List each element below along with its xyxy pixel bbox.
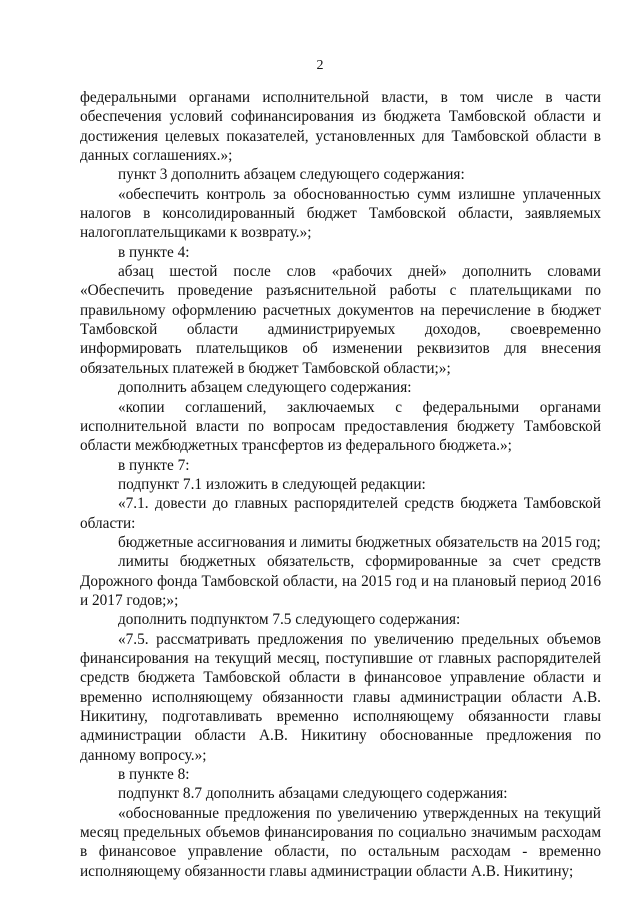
paragraph: подпункт 8.7 дополнить абзацами следующего содержания: xyxy=(118,785,508,803)
paragraph: пункт 3 дополнить абзацем следующего содержания: xyxy=(118,166,465,184)
paragraph: «обеспечить контроль за обоснованностью сумм излишне уплаченных налогов в консолидированный бюджет Тамбовской области, заявляемых налогоплательщиками к возврату.»; xyxy=(80,185,601,242)
paragraph: в пункте 7: xyxy=(118,456,190,474)
paragraph: дополнить абзацем следующего содержания: xyxy=(118,379,412,397)
paragraph: «копии соглашений, заключаемых с федеральными органами исполнительной власти по вопросам предоставления бюджету Тамбовской области межбюджетных трансфертов из федерального бюджета.»; xyxy=(80,398,601,455)
document-body xyxy=(80,88,601,881)
paragraph: бюджетные ассигнования и лимиты бюджетных обязательств на 2015 год; xyxy=(118,533,601,551)
paragraph: «обоснованные предложения по увеличению утвержденных на текущий месяц предельных объемов финансирования по социально значимым расходам в финансовое управление области, по остальным расходам - временно исполняющему обязанности главы администрации области А.В. Никитину; xyxy=(80,804,601,880)
paragraph: в пункте 4: xyxy=(118,243,190,261)
paragraph: в пункте 8: xyxy=(118,766,190,784)
paragraph: «7.5. рассматривать предложения по увеличению предельных объемов финансирования на текущий месяц, поступившие от главных распорядителей средств бюджета Тамбовской области в финансовое управление области и временно исполняющему обязанности главы администрации области А.В. Никитину, подготавливать временно исполняющему обязанности главы администрации области А.В. Никитину обоснованные предложения по данному вопросу.»; xyxy=(80,630,601,764)
paragraph: федеральными органами исполнительной власти, в том числе в части обеспечения условий софинансирования из бюджета Тамбовской области и достижения целевых показателей, установленных для Тамбовской области в данных соглашениях.»; xyxy=(80,89,601,165)
paragraph: дополнить подпунктом 7.5 следующего содержания: xyxy=(118,611,461,629)
paragraph: подпункт 7.1 изложить в следующей редакции: xyxy=(118,475,426,493)
paragraph: абзац шестой после слов «рабочих дней» дополнить словами «Обеспечить проведение разъяснительной работы с плательщиками по правильному оформлению расчетных документов на перечисление в бюджет Тамбовской области администрируемых доходов, своевременно информировать плательщиков об изменении реквизитов для внесения обязательных платежей в бюджет Тамбовской области;»; xyxy=(80,263,601,377)
paragraph: лимиты бюджетных обязательств, сформированные за счет средств Дорожного фонда Тамбовской области, на 2015 год и на плановый период 2016 и 2017 годов;»; xyxy=(80,553,601,609)
page-number: 2 xyxy=(316,58,324,73)
paragraph: «7.1. довести до главных распорядителей средств бюджета Тамбовской области: xyxy=(80,495,601,532)
